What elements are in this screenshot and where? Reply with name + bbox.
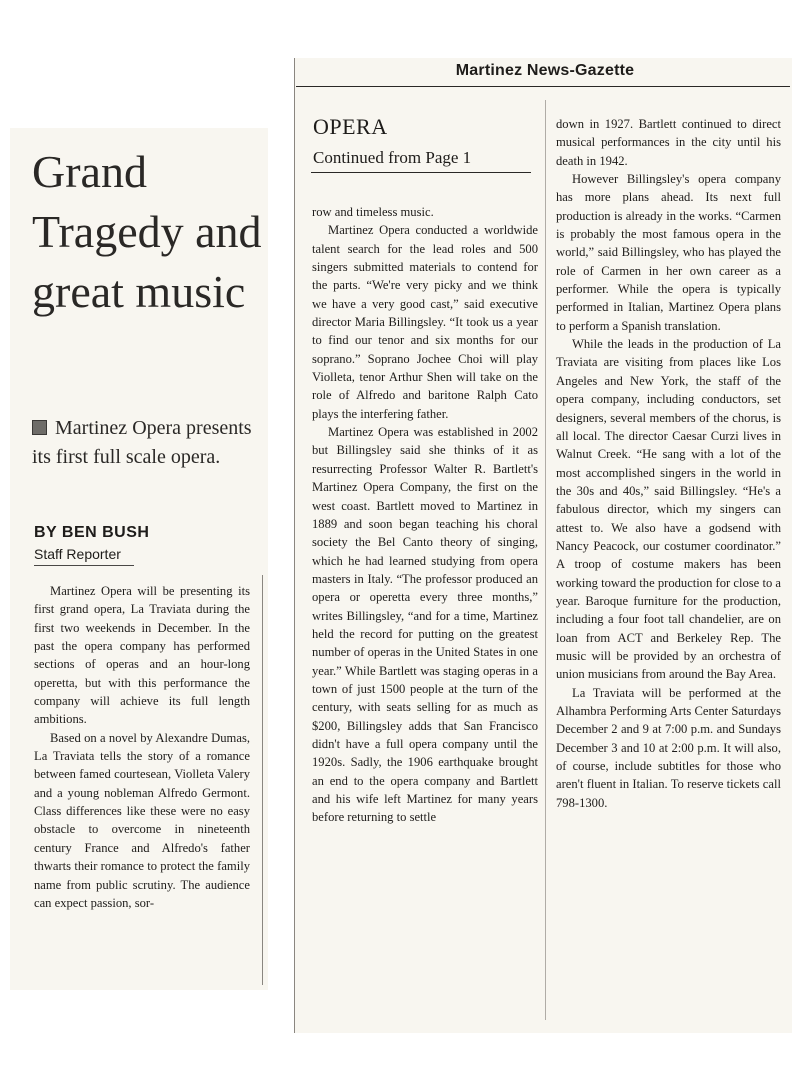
paragraph: row and timeless music. <box>312 205 434 219</box>
byline-role: Staff Reporter <box>34 546 121 562</box>
byline-underline <box>34 565 134 566</box>
column-divider <box>545 100 546 1020</box>
headline: Grand Tragedy and great music <box>32 146 262 317</box>
jump-title: OPERA <box>313 114 388 139</box>
clipping-edge-rule <box>294 58 295 1033</box>
deck-text: Martinez Opera presents its first full scale opera. <box>32 417 252 468</box>
column-edge-rule <box>262 575 263 985</box>
paragraph: down in 1927. Bartlett continued to direct musical performances in the city until his death in 1942. <box>556 117 781 168</box>
paragraph: Martinez Opera was established in 2002 but Billingsley said she thinks of it as resurrecting Professor Walter R. Bartlett's Martinez Opera Company, the first on the west coast. Bartlett moved to Martinez in 1889 and soon began teaching his choral society the Bel Canto theory of singing, which he had learned studying from opera masters in Italy. “The professor produced an opera or operetta every three months,” writes Billingsley, “and for a time, Martinez held the record for putting on the greatest number of operas in the United States in one year.” While Bartlett was staging operas in a town of just 1500 people at the turn of the century, with seats selling for as much as $200, Billingsley adds that San Francisco didn't have a full opera company until the 1920s. Sadly, the 1906 earthquake brought an end to the opera company and Bartlett and his wife left Martinez for many years before returning to settle <box>312 425 538 825</box>
paragraph: La Traviata will be performed at the Alhambra Performing Arts Center Saturdays December 2 and 9 at 7:00 p.m. and Sundays December 3 and 10 at 2:00 p.m. It will also, of course, include subtitles for those who aren't fluent in Italian. To reserve tickets call 798-1300. <box>556 685 781 810</box>
deck <box>32 414 260 472</box>
jump-subtitle: Continued from Page 1 <box>313 148 472 167</box>
paragraph: Martinez Opera will be presenting its first grand opera, La Traviata during the first two weekends in December. In the past the opera company has performed sections of operas and an hour-long operetta, but with this performance the company will achieve its full length ambitions. <box>34 584 250 727</box>
masthead-rule <box>296 86 790 87</box>
paragraph: However Billingsley's opera company has more plans ahead. Its next full production is already in the works. “Carmen is probably the most famous opera in the world,” said Billingsley, who has played the role of Carmen in her own career as a performer. While the opera is typically performed in Italian, Martinez Opera plans to perform a Spanish translation. <box>556 172 781 333</box>
article-column-3 <box>556 115 781 812</box>
article-column-2 <box>312 203 538 827</box>
article-column-1 <box>34 582 250 912</box>
paragraph: While the leads in the production of La Traviata are visiting from places like Los Angeles and New York, the staff of the opera company, including conductors, set designers, several members of the chorus, is all local. The director Caesar Curzi lives in Walnut Creek. “He sang with a lot of the most accomplished singers in the world in the 30s and 40s,” said Billingsley. “He's a fabulous director, which my singers can attest to. We also have a godsend with Nancy Peacock, our costumer coordinator.” A troop of costume makers has been working toward the production for close to a year. Baroque furniture for the production, including a four foot tall chandelier, are on loan from ACT and Berkeley Rep. The music will be provided by an orchestra of union musicians from around the Bay Area. <box>556 337 781 682</box>
masthead: Martinez News-Gazette <box>455 62 635 79</box>
byline-name: BY BEN BUSH <box>34 524 150 541</box>
paragraph: Martinez Opera conducted a worldwide talent search for the lead roles and 500 singers submitted materials to contend for the parts. “We're very picky and we think we have a very good cast,” said executive director Maria Billingsley. “It took us a year to find our tenor and six months for our soprano.” Soprano Jochee Choi will play Violleta, tenor Arthur Shen will take on the role of Alfredo and baritone Ralph Cato plays the interfering father. <box>312 223 538 421</box>
paragraph: Based on a novel by Alexandre Dumas, La Traviata tells the story of a romance between famed courtesean, Violleta Valery and a young nobleman Alfredo Germont. Class differences like these were no easy obstacle to overcome in nineteenth century France and Alfredo's father thwarts their romance to protect the family name from public scrutiny. The audience can expect passion, sor- <box>34 730 250 910</box>
byline <box>34 522 254 564</box>
jump-rule <box>311 172 531 173</box>
bullet-square-icon <box>32 420 47 435</box>
